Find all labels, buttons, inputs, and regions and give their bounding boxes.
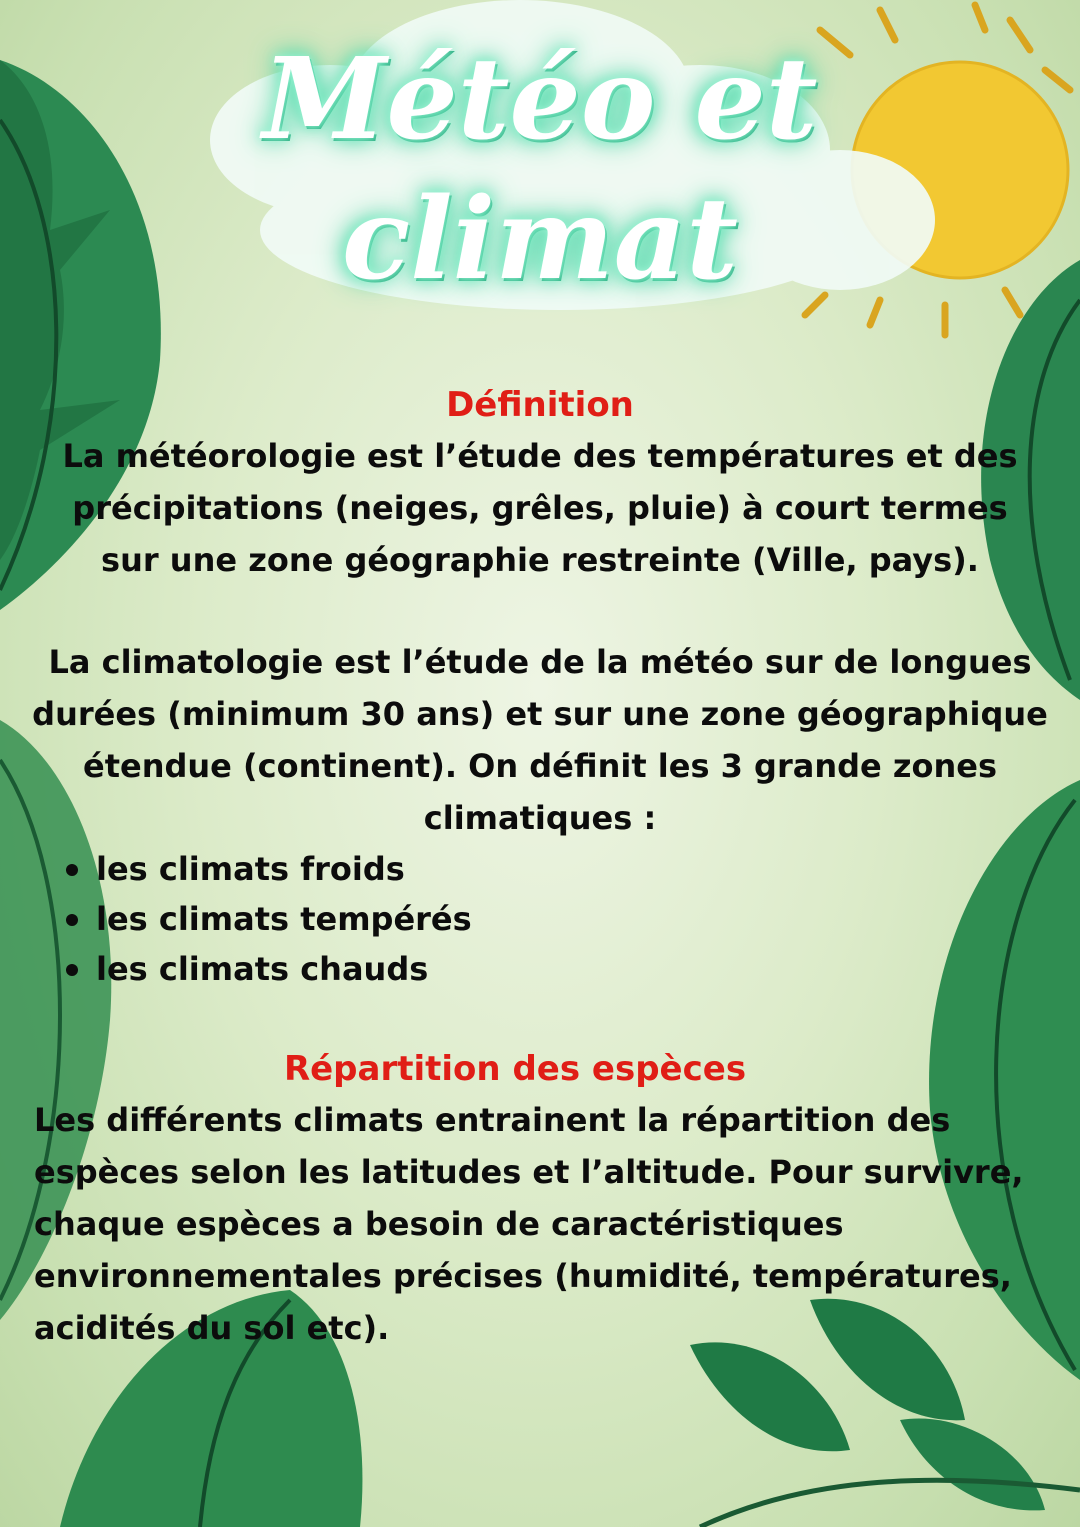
definition-heading: Définition (446, 385, 634, 425)
text-line: chaque espèces a besoin de caractéristiques (34, 1205, 844, 1243)
repartition-heading: Répartition des espèces (283, 1049, 747, 1089)
list-item: les climats chauds (66, 944, 1080, 994)
climate-zones-list (0, 844, 1080, 994)
title-line-1: Météo et (262, 34, 818, 165)
title-line-2: climat (341, 174, 739, 305)
text-line: acidités du sol etc). (34, 1309, 390, 1347)
text-line: précipitations (neiges, grêles, pluie) à court termes (72, 489, 1008, 527)
text-line: espèces selon les latitudes et l’altitude. Pour survivre, (34, 1153, 1024, 1191)
text-line: sur une zone géographie restreinte (Ville, pays). (101, 541, 979, 579)
text-line: durées (minimum 30 ans) et sur une zone géographique (32, 695, 1048, 733)
repartition-paragraph (0, 1094, 1080, 1354)
list-item: les climats tempérés (66, 894, 1080, 944)
text-line: climatiques : (423, 799, 657, 837)
page-title (180, 30, 900, 310)
text-line: étendue (continent). On définit les 3 grande zones (83, 747, 997, 785)
definition-paragraph-2 (0, 636, 1080, 844)
text-line: La climatologie est l’étude de la météo sur de longues (48, 643, 1032, 681)
list-item: les climats froids (66, 844, 1080, 894)
definition-paragraph-1 (0, 430, 1080, 586)
text-line: environnementales précises (humidité, températures, (34, 1257, 1012, 1295)
text-line: La météorologie est l’étude des températures et des (62, 437, 1018, 475)
text-line: Les différents climats entrainent la répartition des (34, 1101, 951, 1139)
content (0, 380, 1080, 1354)
